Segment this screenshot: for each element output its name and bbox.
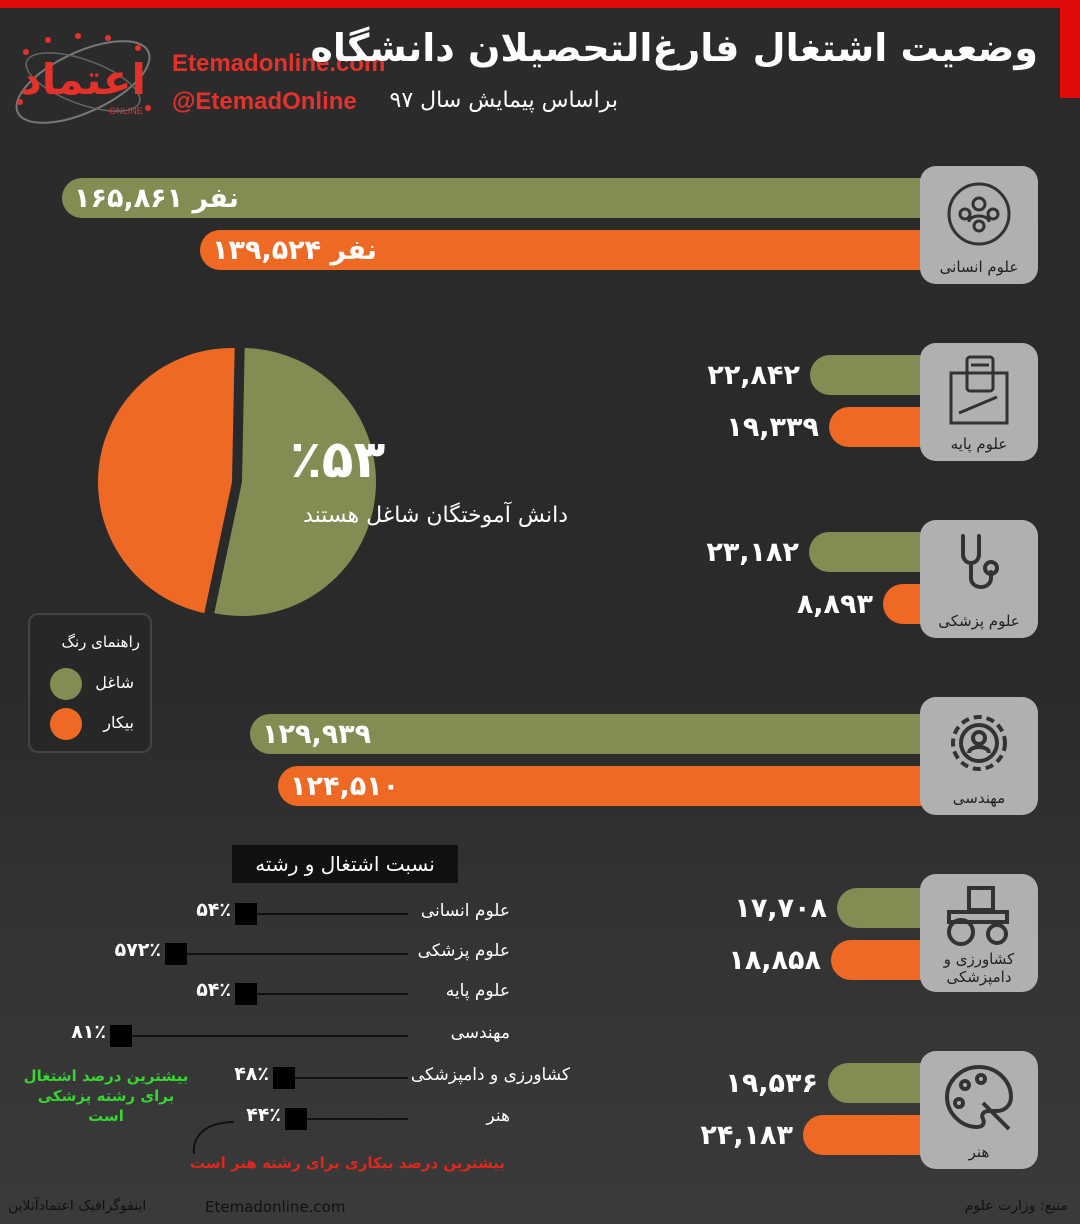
people-network-icon <box>939 174 1019 254</box>
gear-person-icon <box>939 705 1019 785</box>
bar-value-label: ۱۲۴,۵۱۰ <box>290 770 400 802</box>
bar-employed-medical <box>809 532 930 572</box>
field-card-medical <box>920 520 1038 638</box>
ratio-percent-label: ۵۴٪ <box>196 899 231 921</box>
bar-employed-agriculture <box>837 888 930 928</box>
ratio-line <box>305 1118 408 1120</box>
field-card-basic-sciences <box>920 343 1038 461</box>
field-card-art <box>920 1051 1038 1169</box>
bar-unemployed-art <box>803 1115 930 1155</box>
bar-unemployed-agriculture <box>831 940 930 980</box>
pie-slice-unemployed <box>98 348 235 613</box>
legend-swatch-unemployed <box>50 708 82 740</box>
svg-text:ONLINE: ONLINE <box>109 106 143 116</box>
ratio-marker <box>285 1108 307 1130</box>
footer-site[interactable]: Etemadonline.com <box>205 1198 346 1216</box>
ratio-line <box>130 1035 408 1037</box>
ratio-category-label: کشاورزی و دامپزشکی <box>410 1065 570 1085</box>
legend-label-employed: شاغل <box>95 673 134 692</box>
title-accent-flag <box>1060 8 1080 98</box>
palette-icon <box>939 1059 1019 1139</box>
field-label: مهندسی <box>952 789 1006 807</box>
site-handle[interactable]: @EtemadOnline <box>172 88 357 115</box>
pie-caption: دانش آموختگان شاغل هستند <box>303 503 568 528</box>
bar-employed-basic-sciences <box>810 355 930 395</box>
ratio-percent-label: ۴۸٪ <box>234 1063 269 1085</box>
legend-title: راهنمای رنگ <box>61 633 140 651</box>
ratio-marker <box>273 1067 295 1089</box>
bar-value-label: ۱۳۹,۵۲۴ نفر <box>212 234 377 266</box>
field-label: هنر <box>968 1143 990 1161</box>
field-label: کشاورزی و دامپزشکی <box>943 950 1015 986</box>
bar-value-label: ۱۹,۳۳۹ <box>726 411 819 443</box>
ratio-line <box>185 953 408 955</box>
field-label: علوم انسانی <box>939 258 1019 276</box>
bar-unemployed-basic-sciences <box>829 407 930 447</box>
field-label: علوم پایه <box>950 435 1008 453</box>
ratio-percent-label: ۵۴٪ <box>196 979 231 1001</box>
ratio-percent-label: ۵۷۲٪ <box>114 939 161 961</box>
ratio-marker <box>235 903 257 925</box>
field-label: علوم پزشکی <box>938 612 1020 630</box>
bar-value-label: ۱۸,۸۵۸ <box>728 944 821 976</box>
ratio-percent-label: ۸۱٪ <box>71 1021 106 1043</box>
page-title: وضعیت اشتغال فارغ‌التحصیلان دانشگاه <box>310 26 1038 70</box>
color-legend <box>28 613 152 753</box>
bar-value-label: ۱۲۹,۹۳۹ <box>262 718 372 750</box>
ratio-category-label: علوم پزشکی <box>417 941 510 961</box>
ratio-marker <box>235 983 257 1005</box>
field-card-engineering <box>920 697 1038 815</box>
site-url[interactable]: Etemadonline.com <box>172 50 386 77</box>
calculator-blueprint-icon <box>939 351 1019 431</box>
note-arrow <box>186 1118 246 1158</box>
field-card-agriculture <box>920 874 1038 992</box>
bar-value-label: ۲۳,۱۸۲ <box>706 536 799 568</box>
field-card-humanities <box>920 166 1038 284</box>
ratio-category-label: هنر <box>486 1106 510 1126</box>
footer-source: منبع: وزارت علوم <box>964 1198 1068 1214</box>
bar-value-label: ۸,۸۹۳ <box>796 588 873 620</box>
note-highest-employment: بیشترین درصد اشتغال برای رشته پزشکی است <box>23 1067 189 1125</box>
ratio-line <box>255 993 408 995</box>
etemad-logo <box>8 22 158 142</box>
pie-percent-label: ٪۵۳ <box>290 430 386 490</box>
legend-label-unemployed: بیکار <box>103 713 134 732</box>
top-accent-line <box>0 0 1080 8</box>
footer-credit: اینفوگرافیک اعتمادآنلاین <box>8 1198 147 1214</box>
ratio-marker <box>165 943 187 965</box>
svg-text:اعتماد: اعتماد <box>20 55 146 104</box>
bar-value-label: ۱۹,۵۳۶ <box>725 1067 818 1099</box>
ratio-chart-title: نسبت اشتغال و رشته <box>232 845 458 883</box>
bar-value-label: ۱۷,۷۰۸ <box>734 892 827 924</box>
note-highest-unemployment: بیشترین درصد بیکاری برای رشته هنر است <box>190 1154 506 1172</box>
stethoscope-icon <box>939 528 1019 608</box>
tractor-icon <box>939 882 1019 952</box>
ratio-category-label: علوم پایه <box>445 981 510 1001</box>
ratio-line <box>293 1077 408 1079</box>
bar-employed-art <box>828 1063 930 1103</box>
bar-value-label: ۲۲,۸۴۲ <box>707 359 800 391</box>
ratio-line <box>255 913 408 915</box>
bar-value-label: ۱۶۵,۸۶۱ نفر <box>74 182 239 214</box>
ratio-category-label: علوم انسانی <box>420 901 510 921</box>
bar-value-label: ۲۴,۱۸۳ <box>700 1119 793 1151</box>
legend-swatch-employed <box>50 668 82 700</box>
ratio-marker <box>110 1025 132 1047</box>
ratio-category-label: مهندسی <box>450 1023 510 1043</box>
ratio-percent-label: ۴۴٪ <box>246 1104 281 1126</box>
page-subtitle: براساس پیمایش سال ۹۷ <box>389 88 618 113</box>
